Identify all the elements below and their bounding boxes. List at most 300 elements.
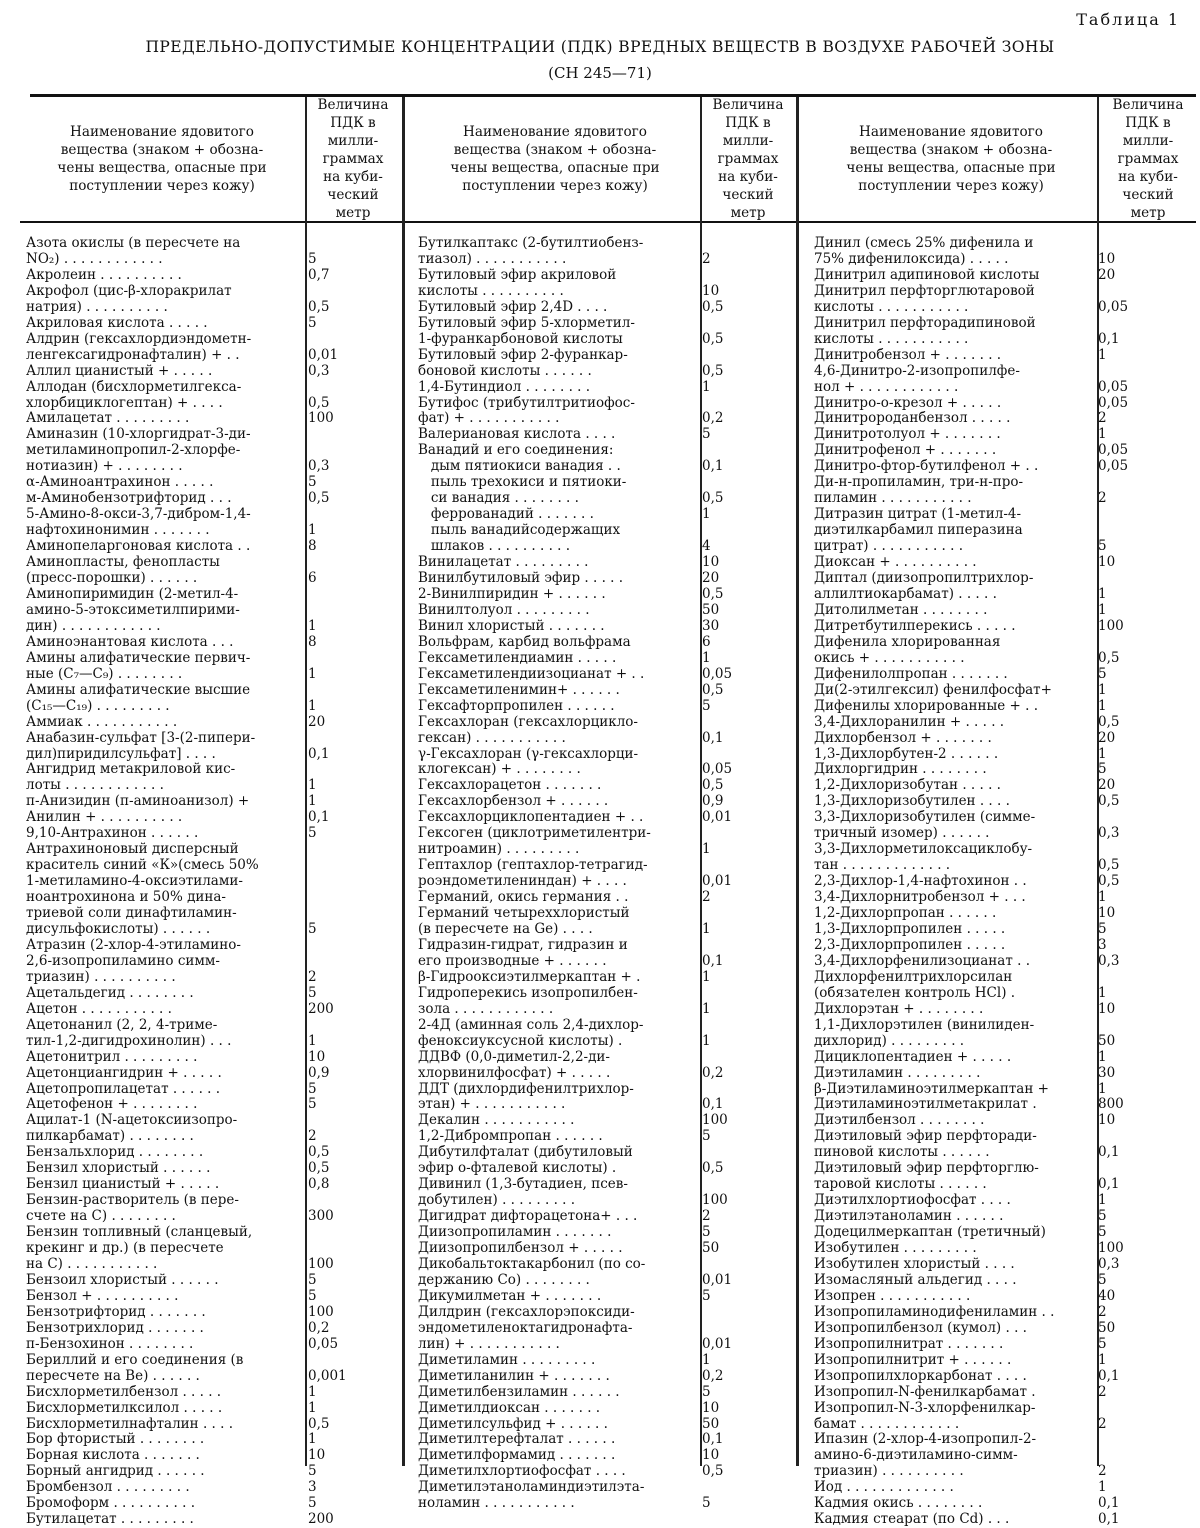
pdk-value: 0,5 (702, 490, 724, 507)
table-row (814, 715, 1190, 731)
table-row (814, 1097, 1190, 1113)
pdk-value: 1 (702, 378, 711, 395)
table-row (26, 715, 398, 731)
table-row (418, 986, 790, 1002)
table-row (26, 922, 398, 938)
table-row (814, 874, 1190, 890)
substance-name: этан) + . . . . . . . . . . . (418, 1097, 566, 1113)
pdk-value: 1 (1098, 1192, 1107, 1209)
table-row (418, 1337, 790, 1353)
substance-name: тил-1,2-дигидрохинолин) . . . (26, 1033, 232, 1049)
pdk-value: 1 (308, 522, 317, 539)
substance-name: 2-4Д (аминная соль 2,4-дихлор- (418, 1017, 644, 1033)
substance-name: Изобутилен хлористый . . . . (814, 1257, 1015, 1272)
substance-name: диэтилкарбамил пиперазина (814, 523, 1023, 539)
table-row (814, 1432, 1190, 1448)
table-row (814, 699, 1190, 715)
substance-name: 1,2-Дибромпропан . . . . . . (418, 1129, 603, 1145)
pdk-value: 20 (1098, 729, 1116, 746)
pdk-value: 1 (1098, 889, 1107, 906)
substance-name: Винилтолуол . . . . . . . . . (418, 602, 590, 618)
table-row (26, 1145, 398, 1161)
pdk-value: 0,2 (702, 1064, 724, 1081)
table-row (26, 699, 398, 715)
substance-name: Изопрен . . . . . . . . . . . (814, 1288, 971, 1304)
header-rule (20, 221, 1196, 223)
substance-name: Бензол + . . . . . . . . . . (26, 1288, 179, 1304)
table-row (26, 348, 398, 364)
pdk-value: 5 (702, 697, 711, 714)
pdk-value: 100 (702, 1112, 728, 1129)
table-row (418, 348, 790, 364)
table-row (26, 1464, 398, 1480)
table-row (418, 794, 790, 810)
substance-name: ноламин . . . . . . . . . . . (418, 1496, 575, 1512)
substance-name: Ацетонитрил . . . . . . . . . (26, 1049, 198, 1065)
substance-name: Изопропил-N-фенилкарбамат . (814, 1384, 1036, 1400)
substance-name: Атразин (2-хлор-4-этиламино- (26, 937, 241, 953)
pdk-value: 10 (702, 554, 720, 571)
substance-name: Дихлорбензол + . . . . . . . (814, 730, 992, 746)
pdk-value: 1 (1098, 1080, 1107, 1097)
substance-name: Динитрил перфторадипиновой (814, 315, 1036, 331)
table-row (418, 332, 790, 348)
pdk-value: 0,5 (702, 330, 724, 347)
substance-name: Диметиламин . . . . . . . . . (418, 1352, 596, 1368)
substance-name: Бериллий и его соединения (в (26, 1352, 244, 1368)
table-row (814, 890, 1190, 906)
table-row (814, 747, 1190, 763)
pdk-value: 0,5 (1098, 713, 1120, 730)
substance-name: Гексоген (циклотриметилентри- (418, 826, 651, 842)
substance-name: 1,3-Дихлорпропилен . . . . . (814, 921, 1006, 937)
pdk-value: 1 (308, 1383, 317, 1400)
header-value-3: Величина ПДК в милли- граммах на куби- ческий метр (1112, 97, 1184, 221)
table-row (26, 635, 398, 651)
table-row (418, 507, 790, 523)
substance-name: 1,2-Дихлорпропан . . . . . . (814, 906, 997, 922)
table-row (418, 1225, 790, 1241)
substance-name: Бутилацетат . . . . . . . . . (26, 1512, 194, 1528)
table-row (26, 1385, 398, 1401)
substance-name: Динитрофенол + . . . . . . . (814, 443, 997, 459)
pdk-value: 1 (702, 920, 711, 937)
pdk-value: 200 (308, 1511, 334, 1528)
substance-name: Изомасляный альдегид . . . . (814, 1272, 1017, 1288)
table-row (26, 507, 398, 523)
substance-name: Бор фтористый . . . . . . . . (26, 1432, 205, 1448)
column-divider (402, 97, 405, 1466)
substance-name: Бисхлорметилксилол . . . . . (26, 1400, 223, 1416)
table-row (814, 1018, 1190, 1034)
pdk-value: 0,5 (308, 1144, 330, 1161)
table-row (814, 619, 1190, 635)
table-row (26, 778, 398, 794)
table-row (814, 683, 1190, 699)
substance-name: феноксиуксусной кислоты) . (418, 1033, 623, 1049)
table-row (418, 778, 790, 794)
table-row (814, 970, 1190, 986)
substance-name: тиазол) . . . . . . . . . . . (418, 251, 567, 267)
substance-name: Изопропиламинодифениламин . . (814, 1304, 1055, 1320)
substance-name: счете на С) . . . . . . . . (26, 1209, 176, 1225)
substance-name: ные (C₇—C₉) . . . . . . . . (26, 666, 183, 682)
table-row (26, 1002, 398, 1018)
substance-name: Аминопиримидин (2-метил-4- (26, 586, 239, 602)
pdk-value: 100 (1098, 1240, 1124, 1257)
substance-name: Диэтиловый эфир перфторади- (814, 1129, 1037, 1145)
substance-name: Изопропилнитрат . . . . . . . (814, 1336, 1004, 1352)
substance-name: Диэтиламин . . . . . . . . . (814, 1065, 981, 1081)
substance-name: Борный ангидрид . . . . . . (26, 1464, 205, 1480)
pdk-value: 5 (308, 1495, 317, 1512)
pdk-value: 5 (308, 474, 317, 491)
table-row (814, 1082, 1190, 1098)
pdk-value: 5 (702, 1495, 711, 1512)
substance-name: Винилацетат . . . . . . . . . (418, 555, 589, 571)
pdk-value: 0,1 (1098, 1144, 1120, 1161)
table-number: Таблица 1 (1076, 10, 1180, 29)
substance-name: Амины алифатические высшие (26, 682, 251, 698)
table-row (814, 1464, 1190, 1480)
pdk-value: 0,3 (308, 362, 330, 379)
substance-name: Акриловая кислота . . . . . (26, 315, 208, 331)
pdk-value: 5 (1098, 1224, 1107, 1241)
substance-name: Германий, окись германия . . (418, 890, 629, 906)
table-row (26, 1225, 398, 1241)
substance-name: ДДТ (дихлордифенилтрихлор- (418, 1081, 634, 1097)
substance-name: Амилацетат . . . . . . . . . (26, 411, 190, 427)
pdk-value: 2 (1098, 1463, 1107, 1480)
substance-name: Дифенила хлорированная (814, 634, 1001, 650)
substance-name: α-Аминоантрахинон . . . . . (26, 475, 214, 491)
substance-name: Гексафторпропилен . . . . . . (418, 698, 615, 714)
pdk-value: 0,3 (1098, 952, 1120, 969)
substance-name: 1-фуранкарбоновой кислоты (418, 331, 623, 347)
substance-name: Динитробензол + . . . . . . . (814, 347, 1002, 363)
table-row (26, 268, 398, 284)
table-row (26, 1432, 398, 1448)
table-row (418, 539, 790, 555)
pdk-value: 0,05 (702, 665, 733, 682)
table-row (26, 747, 398, 763)
table-row (814, 1385, 1190, 1401)
table-row (814, 459, 1190, 475)
table-row (814, 762, 1190, 778)
table-row (814, 778, 1190, 794)
substance-name: си ванадия . . . . . . . . (418, 491, 579, 507)
table-row (814, 427, 1190, 443)
table-row (814, 1177, 1190, 1193)
table-row (26, 794, 398, 810)
substance-name: роэндометилениндан) + . . . . (418, 874, 627, 890)
table-row (418, 635, 790, 651)
pdk-value: 1 (308, 777, 317, 794)
pdk-value: 100 (702, 1192, 728, 1209)
pdk-value: 2 (308, 1128, 317, 1145)
table-row (418, 970, 790, 986)
table-row (418, 411, 790, 427)
table-row (26, 1480, 398, 1496)
table-row (418, 890, 790, 906)
substance-name: Акролеин . . . . . . . . . . (26, 267, 182, 283)
table-row (814, 906, 1190, 922)
pdk-value: 1 (1098, 601, 1107, 618)
table-row (814, 1496, 1190, 1512)
table-row (26, 1097, 398, 1113)
pdk-value: 2 (1098, 1303, 1107, 1320)
table-row (418, 810, 790, 826)
pdk-value: 300 (308, 1208, 334, 1225)
substance-name: Диметиланилин + . . . . . . . (418, 1368, 610, 1384)
pdk-value: 0,5 (308, 1415, 330, 1432)
table-row (814, 1002, 1190, 1018)
table-row (26, 427, 398, 443)
table-row (814, 1257, 1190, 1273)
pdk-value: 5 (1098, 1208, 1107, 1225)
substance-name: Ацетон . . . . . . . . . . . (26, 1001, 172, 1017)
substance-name: Амины алифатические первич- (26, 650, 251, 666)
pdk-value: 0,1 (1098, 1367, 1120, 1384)
pdk-value: 2 (1098, 1383, 1107, 1400)
pdk-value: 0,05 (1098, 442, 1129, 459)
table-row (26, 1066, 398, 1082)
pdk-value: 0,3 (308, 458, 330, 475)
pdk-value: 5 (1098, 1335, 1107, 1352)
pdk-value: 0,5 (308, 394, 330, 411)
pdk-value: 8 (308, 633, 317, 650)
substance-name: 3,3-Дихлорметилоксациклобу- (814, 842, 1033, 858)
pdk-value: 5 (308, 1287, 317, 1304)
pdk-value: 0,1 (702, 952, 724, 969)
substance-name: Гидразин-гидрат, гидразин и (418, 937, 628, 953)
substance-name: Ипазин (2-хлор-4-изопропил-2- (814, 1432, 1037, 1448)
table-row (418, 1034, 790, 1050)
pdk-value: 1 (308, 1399, 317, 1416)
pdk-value: 1 (702, 841, 711, 858)
table-row (26, 1257, 398, 1273)
substance-name: Дивинил (1,3-бутадиен, псев- (418, 1177, 628, 1193)
pdk-value: 0,5 (1098, 873, 1120, 890)
table-row (26, 236, 398, 252)
table-row (418, 1209, 790, 1225)
pdk-value: 10 (1098, 554, 1116, 571)
substance-name: Аминоэнантовая кислота . . . (26, 634, 234, 650)
top-rule (30, 94, 1196, 97)
pdk-value: 10 (702, 1447, 720, 1464)
table-row (418, 667, 790, 683)
substance-name: γ-Гексахлоран (γ-гексахлорци- (418, 746, 639, 762)
table-row (26, 1161, 398, 1177)
pdk-value: 5 (702, 426, 711, 443)
pdk-value: 0,1 (1098, 1176, 1120, 1193)
pdk-value: 0,1 (308, 745, 330, 762)
substance-name: ленгексагидронафталин) + . . (26, 347, 240, 363)
substance-name: пересчете на Be) . . . . . . (26, 1368, 200, 1384)
table-row (418, 1082, 790, 1098)
table-row (814, 603, 1190, 619)
substance-name: фат) + . . . . . . . . . . . (418, 411, 560, 427)
table-row (418, 874, 790, 890)
pdk-value: 0,1 (702, 1431, 724, 1448)
table-row (26, 810, 398, 826)
substance-name: Бисхлорметилнафталин . . . . (26, 1416, 234, 1432)
substance-name: Динил (смесь 25% дифенила и (814, 236, 1034, 251)
table-row (814, 1289, 1190, 1305)
substance-name: добутилен) . . . . . . . . . (418, 1193, 576, 1209)
substance-name: цитрат) . . . . . . . . . . . (814, 539, 963, 555)
substance-name: Бензоил хлористый . . . . . . (26, 1272, 219, 1288)
table-row (418, 938, 790, 954)
substance-name: Дикумилметан + . . . . . . . (418, 1288, 602, 1304)
substance-name: нафтохинонимин . . . . . . . (26, 523, 210, 539)
table-row (26, 874, 398, 890)
table-row (418, 316, 790, 332)
table-row (418, 523, 790, 539)
table-row (26, 906, 398, 922)
table-row (418, 1193, 790, 1209)
substance-name: Додецилмеркаптан (третичный) (814, 1225, 1046, 1241)
substance-name: ДДВФ (0,0-диметил-2,2-ди- (418, 1049, 610, 1065)
pdk-value: 8 (308, 538, 317, 555)
substance-name: эфир о-фталевой кислоты) . (418, 1161, 617, 1177)
pdk-value: 0,5 (1098, 857, 1120, 874)
substance-name: хлорвинилфосфат) + . . . . . (418, 1065, 611, 1081)
substance-name: Бутифос (трибутилтритиофос- (418, 395, 635, 411)
substance-name: Акрофол (цис-β-хлоракрилат (26, 283, 232, 299)
substance-name: Ди-н-пропиламин, три-н-про- (814, 475, 1024, 491)
table-row (26, 842, 398, 858)
header-value-2: Величина ПДК в милли- граммах на куби- ческий метр (712, 97, 784, 221)
substance-name: пилкарбамат) . . . . . . . . (26, 1129, 194, 1145)
pdk-value: 1 (1098, 697, 1107, 714)
table-row (418, 906, 790, 922)
substance-name: β-Диэтиламиноэтилмеркаптан + (814, 1081, 1049, 1097)
table-row (26, 938, 398, 954)
pdk-value: 40 (1098, 1287, 1116, 1304)
substance-name: Йод . . . . . . . . . . . . . (814, 1480, 954, 1496)
pdk-value: 20 (702, 570, 720, 587)
pdk-value: 1 (308, 793, 317, 810)
table-row (26, 332, 398, 348)
pdk-value: 2 (702, 1208, 711, 1225)
substance-name: Дикобальтоктакарбонил (по со- (418, 1257, 646, 1272)
substance-name: Диэтиламиноэтилметакрилат . (814, 1097, 1037, 1113)
substance-name: Азота окислы (в пересчете на (26, 236, 241, 251)
substance-name: Аминопеларгоновая кислота . . (26, 539, 251, 555)
substance-name: Ацетопропилацетат . . . . . . (26, 1081, 221, 1097)
substance-name: Бензин-растворитель (в пере- (26, 1193, 239, 1209)
pdk-value: 10 (702, 282, 720, 299)
table-row (418, 1241, 790, 1257)
table-row (814, 1305, 1190, 1321)
table-row (814, 922, 1190, 938)
table-row (418, 1401, 790, 1417)
substance-name: Винилбутиловый эфир . . . . . (418, 571, 624, 587)
pdk-value: 0,05 (702, 761, 733, 778)
table-row (26, 890, 398, 906)
pdk-value: 10 (1098, 250, 1116, 267)
substance-name: Ангидрид метакриловой кис- (26, 762, 236, 778)
substance-name: Гексаметилендиамин . . . . . (418, 650, 617, 666)
substance-name: 3,4-Дихлорнитробензол + . . . (814, 890, 1026, 906)
substance-name: Дициклопентадиен + . . . . . (814, 1049, 1012, 1065)
table-row (418, 491, 790, 507)
substance-name: Бензил цианистый + . . . . . (26, 1177, 220, 1193)
pdk-value: 5 (1098, 761, 1107, 778)
pdk-value: 800 (1098, 1096, 1124, 1113)
substance-name: бамат . . . . . . . . . . . . (814, 1416, 960, 1432)
pdk-value: 0,3 (1098, 825, 1120, 842)
pdk-value: 0,1 (702, 458, 724, 475)
substance-name: краситель синий «К»(смесь 50% (26, 858, 259, 874)
pdk-value: 0,2 (702, 410, 724, 427)
header-name-2: Наименование ядовитого вещества (знаком + обозна- чены вещества, опасные при поступлении через кожу) (450, 124, 660, 194)
substance-name: гексан) . . . . . . . . . . . (418, 730, 566, 746)
pdk-value: 5 (308, 984, 317, 1001)
table-row (814, 1241, 1190, 1257)
substance-name: Кадмия стеарат (по Cd) . . . (814, 1512, 1010, 1528)
table-row (814, 1353, 1190, 1369)
substance-name: Гексахлорциклопентадиен + . . (418, 810, 644, 826)
table-row (26, 300, 398, 316)
substance-name: (обязателен контроль HCl) . (814, 985, 1016, 1001)
substance-name: кислоты . . . . . . . . . . (418, 283, 564, 299)
table-row (26, 1034, 398, 1050)
pdk-value: 1 (702, 1000, 711, 1017)
table-row (418, 1177, 790, 1193)
table-row (418, 1353, 790, 1369)
table-row (26, 1193, 398, 1209)
pdk-value: 0,9 (308, 1064, 330, 1081)
pdk-value: 0,5 (702, 585, 724, 602)
substance-name: дил)пиридилсульфат] . . . . (26, 746, 216, 762)
substance-name: Ацилат-1 (N-ацетоксиизопро- (26, 1113, 238, 1129)
table-row (814, 794, 1190, 810)
pdk-value: 4 (702, 538, 711, 555)
substance-name: Бутиловый эфир 2-фуранкар- (418, 347, 628, 363)
pdk-value: 100 (1098, 617, 1124, 634)
pdk-value: 1 (702, 968, 711, 985)
table-row (418, 587, 790, 603)
pdk-value: 10 (702, 1399, 720, 1416)
substance-name: Декалин . . . . . . . . . . . (418, 1113, 575, 1129)
table-row (814, 938, 1190, 954)
table-row (26, 316, 398, 332)
pdk-value: 50 (702, 601, 720, 618)
table-subtitle: (СН 245—71) (548, 64, 652, 82)
substance-name: Диптал (диизопропилтрихлор- (814, 571, 1034, 587)
substance-name: Борная кислота . . . . . . . (26, 1448, 200, 1464)
table-row (814, 1145, 1190, 1161)
table-row (814, 364, 1190, 380)
substance-name: 9,10-Антрахинон . . . . . . (26, 826, 199, 842)
substance-name: тан . . . . . . . . . . . . . (814, 858, 951, 874)
table-row (418, 731, 790, 747)
substance-name: дин) . . . . . . . . . . . . (26, 618, 161, 634)
substance-name: нотиазин) + . . . . . . . . (26, 459, 183, 475)
substance-name: Аллодан (бисхлорметилгекса- (26, 379, 242, 395)
substance-name: 2,6-изопропиламино симм- (26, 953, 220, 969)
substance-name: Дихлорэтан + . . . . . . . . (814, 1001, 984, 1017)
pdk-value: 1 (308, 697, 317, 714)
table-row (418, 1097, 790, 1113)
substance-name: Дифенилы хлорированные + . . (814, 698, 1039, 714)
table-row (418, 747, 790, 763)
substance-name: Диметилсульфид + . . . . . . (418, 1416, 608, 1432)
substance-name: Ацетальдегид . . . . . . . . (26, 985, 194, 1001)
pdk-value: 0,1 (1098, 1511, 1120, 1528)
